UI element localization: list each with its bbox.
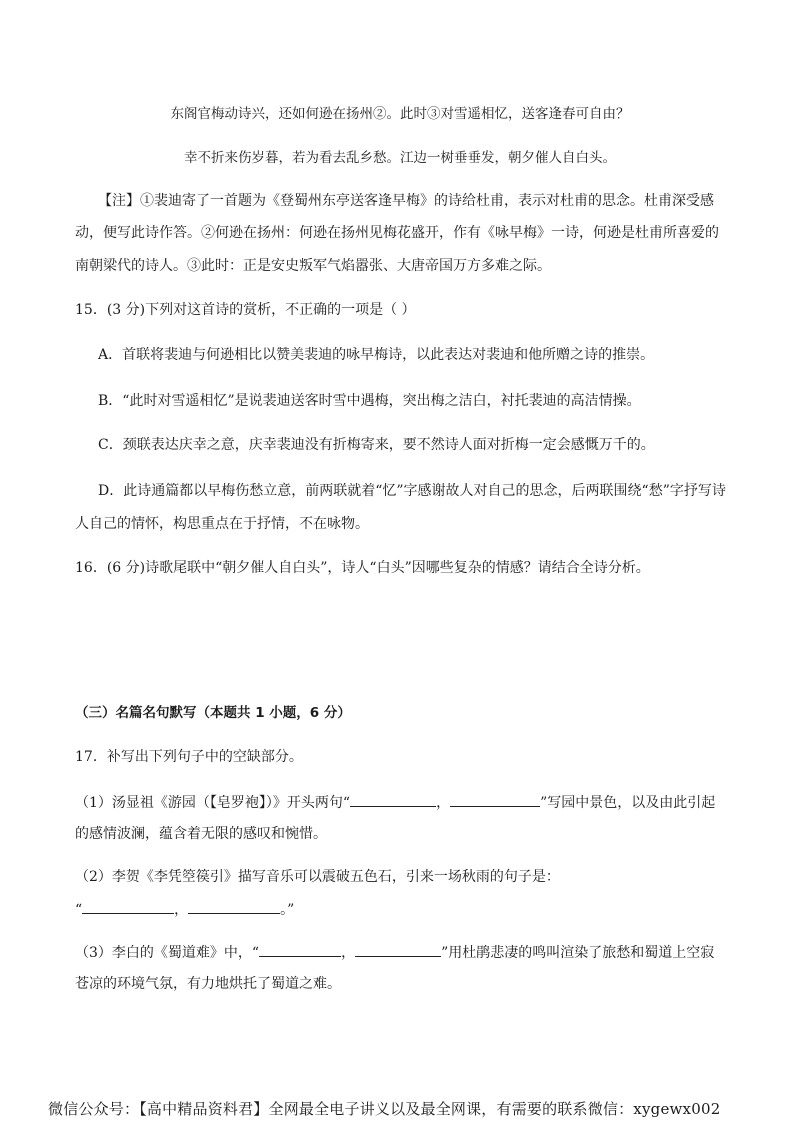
- question-17-part-2-answer-line: [75, 899, 294, 920]
- question-15-option-a: A．首联将裴迪与何逊相比以赞美裴迪的咏早梅诗，以此表达对裴迪和他所赠之诗的推崇。: [98, 347, 655, 363]
- question-15-option-d-line-2: 人自己的情怀，构思重点在于抒情，不在咏物。: [75, 516, 369, 532]
- section-3-heading: （三）名篇名句默写（本题共 1 小题，6 分）: [75, 705, 351, 721]
- part-2-close-quote: 。”: [280, 902, 295, 918]
- fill-blank-3a[interactable]: [259, 942, 341, 957]
- poem-line-1: 东阁官梅动诗兴，还如何逊在扬州②。此时③对雪遥相忆，送客逢春可自由？: [170, 106, 630, 122]
- fill-blank-1b[interactable]: [450, 792, 540, 807]
- poem-line-2: 幸不折来伤岁暮，若为看去乱乡愁。江边一树垂垂发，朝夕催人自白头。: [184, 150, 616, 166]
- footer-promo: 微信公众号：【高中精品资料君】全网最全电子讲义以及最全网课，有需要的联系微信：xygewx002: [48, 1100, 721, 1118]
- part-3-suffix: ”用杜鹃悲凄的鸣叫渲染了旅愁和蜀道上空寂: [441, 945, 715, 961]
- part-2-open-quote: “: [75, 902, 83, 918]
- fill-blank-2a[interactable]: [82, 899, 174, 914]
- question-15-option-b: B．“此时对雪遥相忆”是说裴迪送客时雪中遇梅，突出梅之洁白，衬托裴迪的高洁情操。: [98, 393, 641, 409]
- note-line-1: 【注】①裴迪寄了一首题为《登蜀州东亭送客逢早梅》的诗给杜甫，表示对杜甫的思念。杜甫深受感: [98, 193, 714, 209]
- question-17-part-3: [75, 942, 714, 963]
- fill-blank-2b[interactable]: [188, 899, 280, 914]
- question-15-option-d-line-1: D．此诗通篇都以早梅伤愁立意，前两联就着“忆”字感谢故人对自己的思念，后两联围绕“愁”字抒写诗: [98, 483, 726, 499]
- part-3-separator: ，: [341, 945, 356, 961]
- question-17-stem: 17．补写出下列句子中的空缺部分。: [75, 749, 303, 765]
- part-3-prefix: （3）李白的《蜀道难》中，“: [75, 945, 260, 961]
- question-17-part-1: [75, 792, 715, 813]
- question-17-part-3-line-2: 苍凉的环境气氛，有力地烘托了蜀道之难。: [75, 976, 341, 992]
- question-17-part-1-line-2: 的感情波澜，蕴含着无限的感叹和惋惜。: [75, 826, 327, 842]
- question-17-part-2: （2）李贺《李凭箜篌引》描写音乐可以震破五色石，引来一场秋雨的句子是：: [75, 869, 560, 885]
- question-16-stem: 16．(6 分)诗歌尾联中“朝夕催人自白头”，诗人“白头”因哪些复杂的情感？请结合全诗分析。: [75, 560, 650, 576]
- part-1-suffix: ”写园中景色，以及由此引起: [540, 795, 716, 811]
- note-line-2: 动，便写此诗作答。②何逊在扬州：何逊在扬州见梅花盛开，作有《咏早梅》一诗，何逊是杜甫所喜爱的: [75, 225, 719, 241]
- part-1-prefix: （1）汤显祖《游园（【皂罗袍】）》开头两句“: [75, 795, 351, 811]
- part-2-separator: ，: [174, 902, 189, 918]
- fill-blank-3b[interactable]: [355, 942, 441, 957]
- part-1-separator: ，: [436, 795, 451, 811]
- question-15-option-c: C．颈联表达庆幸之意，庆幸裴迪没有折梅寄来，要不然诗人面对折梅一定会感慨万千的。: [98, 437, 655, 453]
- question-15-stem: 15．(3 分)下列对这首诗的赏析，不正确的一项是（ ）: [75, 302, 416, 318]
- fill-blank-1a[interactable]: [350, 792, 436, 807]
- note-line-3: 南朝梁代的诗人。③此时：正是安史叛军气焰嚣张、大唐帝国万方多难之际。: [75, 258, 551, 274]
